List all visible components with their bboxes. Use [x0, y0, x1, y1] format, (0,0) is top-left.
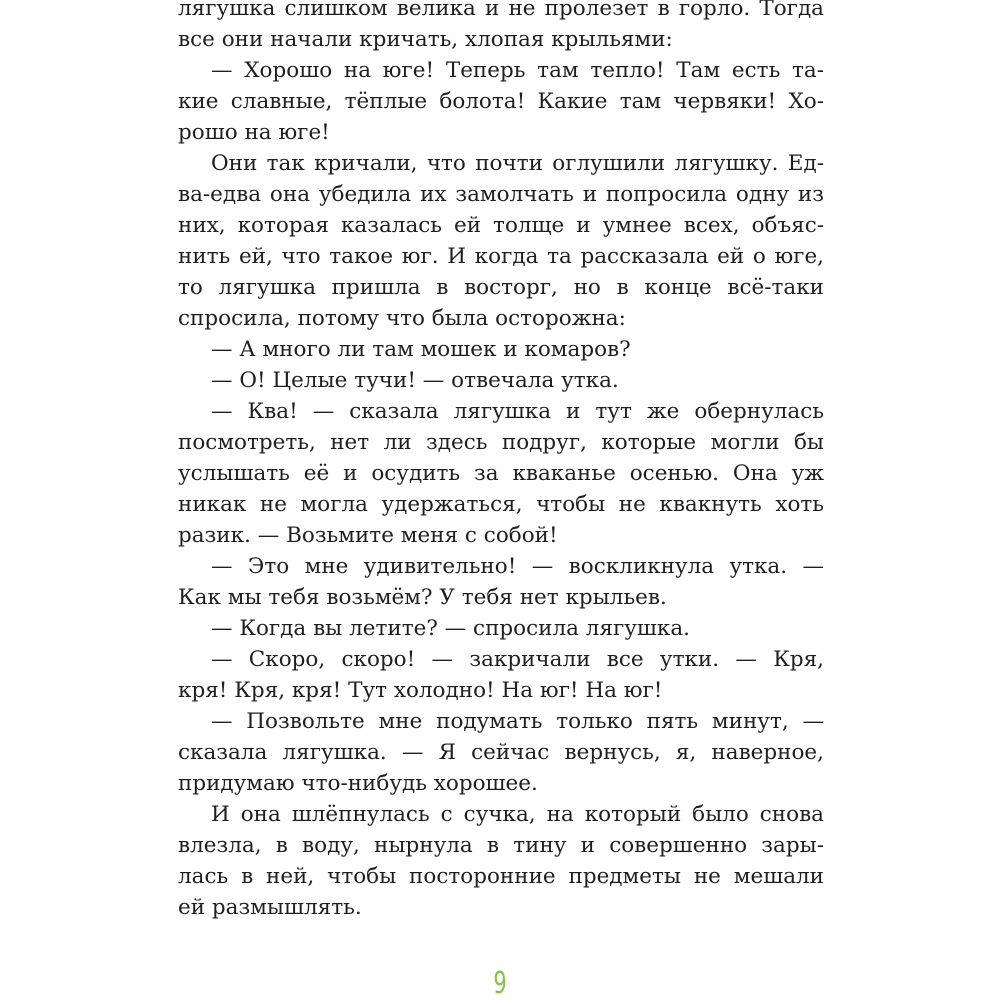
text-line: лягушка слишком велика и не пролезет в горло. Тогда: [178, 0, 824, 21]
text-line: разик. — Возьмите меня с собой!: [178, 523, 558, 548]
text-line: никак не могла удержаться, чтобы не квакнуть хоть: [178, 492, 824, 517]
text-line: ей размышлять.: [178, 895, 362, 920]
text-line: кие славные, тёплые болота! Какие там червяки! Хо-: [178, 89, 824, 114]
text-line: — Когда вы летите? — спросила лягушка.: [211, 616, 691, 641]
text-line: влезла, в воду, нырнула в тину и совершенно зары-: [178, 833, 824, 858]
text-line: Они так кричали, что почти оглушили лягушку. Ед-: [211, 151, 824, 176]
text-line: — Позвольте мне подумать только пять минут, —: [211, 709, 824, 734]
story-text: [178, 0, 824, 923]
text-line: придумаю что-нибудь хорошее.: [178, 771, 538, 796]
text-line: — А много ли там мошек и комаров?: [211, 337, 631, 362]
text-line: Как мы тебя возьмём? У тебя нет крыльев.: [178, 585, 667, 610]
text-line: И она шлёпнулась с сучка, на который было снова: [211, 802, 824, 827]
text-line: — Это мне удивительно! — воскликнула утка. —: [211, 554, 824, 579]
text-line: нить ей, что такое юг. И когда та рассказала ей о юге,: [178, 244, 824, 269]
page-number: 9: [493, 966, 507, 1001]
text-line: услышать её и осудить за кваканье осенью. Она уж: [178, 461, 824, 486]
text-line: спросила, потому что была осторожна:: [178, 306, 626, 331]
text-line: — Скоро, скоро! — закричали все утки. — Кря,: [211, 647, 824, 672]
text-line: сказала лягушка. — Я сейчас вернусь, я, наверное,: [178, 740, 824, 765]
text-line: рошо на юге!: [178, 120, 330, 145]
text-line: — О! Целые тучи! — отвечала утка.: [211, 368, 619, 393]
text-line: — Ква! — сказала лягушка и тут же обернулась: [211, 399, 824, 424]
text-line: то лягушка пришла в восторг, но в конце всё-таки: [178, 275, 824, 300]
text-line: них, которая казалась ей толще и умнее всех, объяс-: [178, 213, 824, 238]
text-line: кря! Кря, кря! Тут холодно! На юг! На юг!: [178, 678, 663, 703]
text-line: ва-едва она убедила их замолчать и попросила одну из: [178, 182, 824, 207]
text-line: все они начали кричать, хлопая крыльями:: [178, 27, 673, 52]
text-line: посмотреть, нет ли здесь подруг, которые могли бы: [178, 430, 824, 455]
text-line: — Хорошо на юге! Теперь там тепло! Там есть та-: [211, 58, 824, 83]
text-line: лась в ней, чтобы посторонние предметы не мешали: [178, 864, 824, 889]
